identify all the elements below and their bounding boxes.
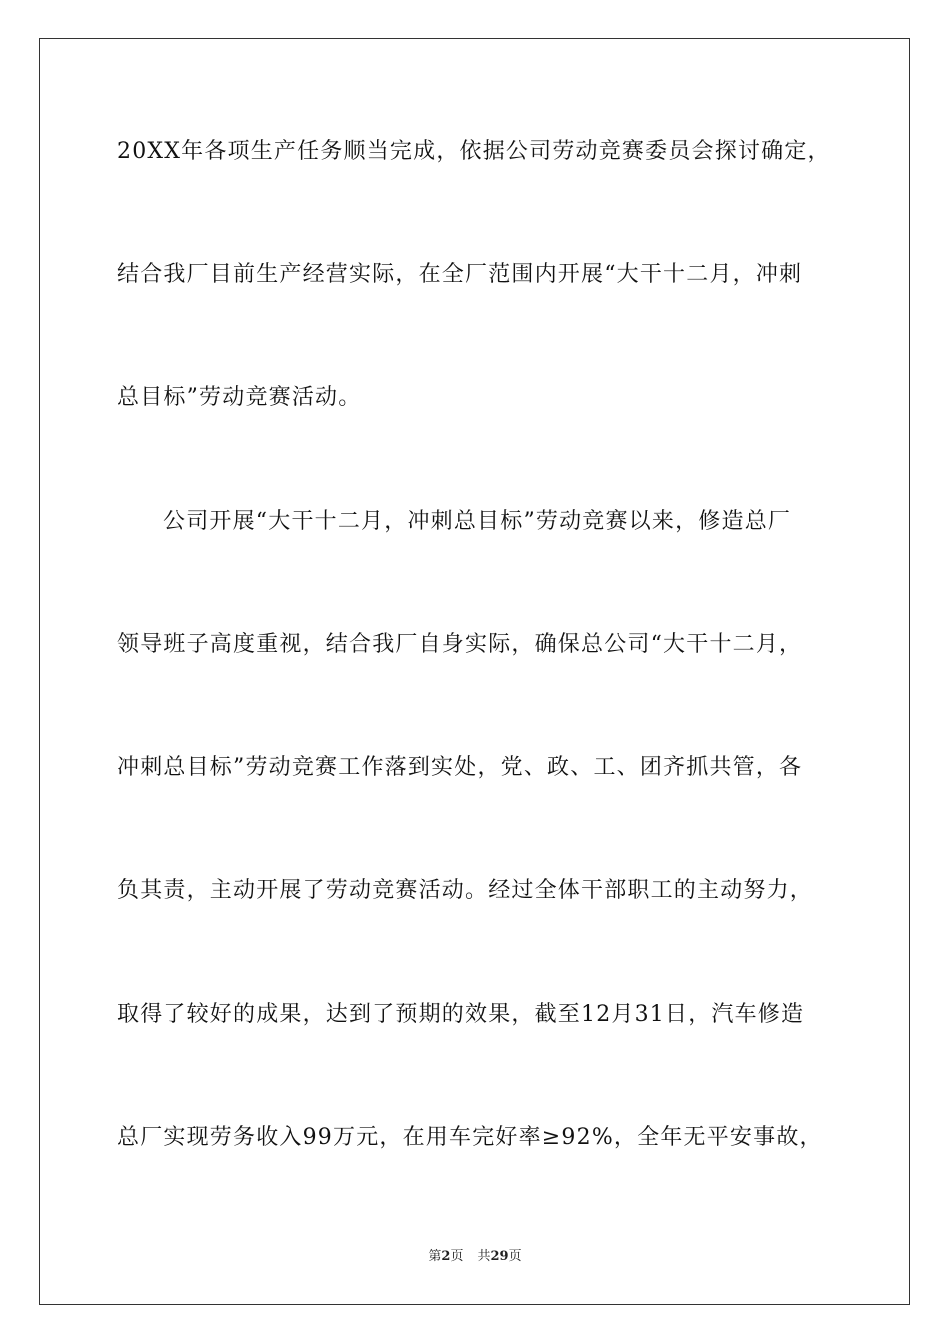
body-text-line-8: 取得了较好的成果，达到了预期的效果，截至12月31日，汽车修造: [117, 1002, 805, 1027]
total-suffix: 页: [508, 1249, 522, 1264]
body-text-line-7: 负其责，主动开展了劳动竞赛活动。经过全体干部职工的主动努力，: [117, 878, 814, 903]
page-frame: [39, 38, 910, 1305]
page-prefix: 第: [428, 1249, 442, 1264]
body-text-line-2: 结合我厂目前生产经营实际，在全厂范围内开展“大干十二月，冲刺: [117, 262, 803, 287]
paragraph-indent-line: 公司开展“大干十二月，冲刺总目标”劳动竞赛以来，修造总厂: [163, 509, 792, 534]
current-page-number: 2: [441, 1249, 451, 1264]
body-text-line-9: 总厂实现劳务收入99万元，在用车完好率≥92%，全年无平安事故，: [117, 1125, 823, 1150]
body-text-line-6: 冲刺总目标”劳动竞赛工作落到实处，党、政、工、团齐抓共管，各: [117, 755, 803, 780]
page-number-footer: [0, 1248, 950, 1266]
page-suffix: 页: [450, 1249, 464, 1264]
total-prefix: 共: [477, 1249, 491, 1264]
body-text-line-5: 领导班子高度重视，结合我厂自身实际，确保总公司“大干十二月，: [117, 632, 803, 657]
total-page-count: 29: [490, 1249, 509, 1264]
body-text-line-3: 总目标”劳动竞赛活动。: [117, 385, 362, 410]
body-text-line-1: 20XX年各项生产任务顺当完成，依据公司劳动竞赛委员会探讨确定，: [117, 139, 831, 164]
